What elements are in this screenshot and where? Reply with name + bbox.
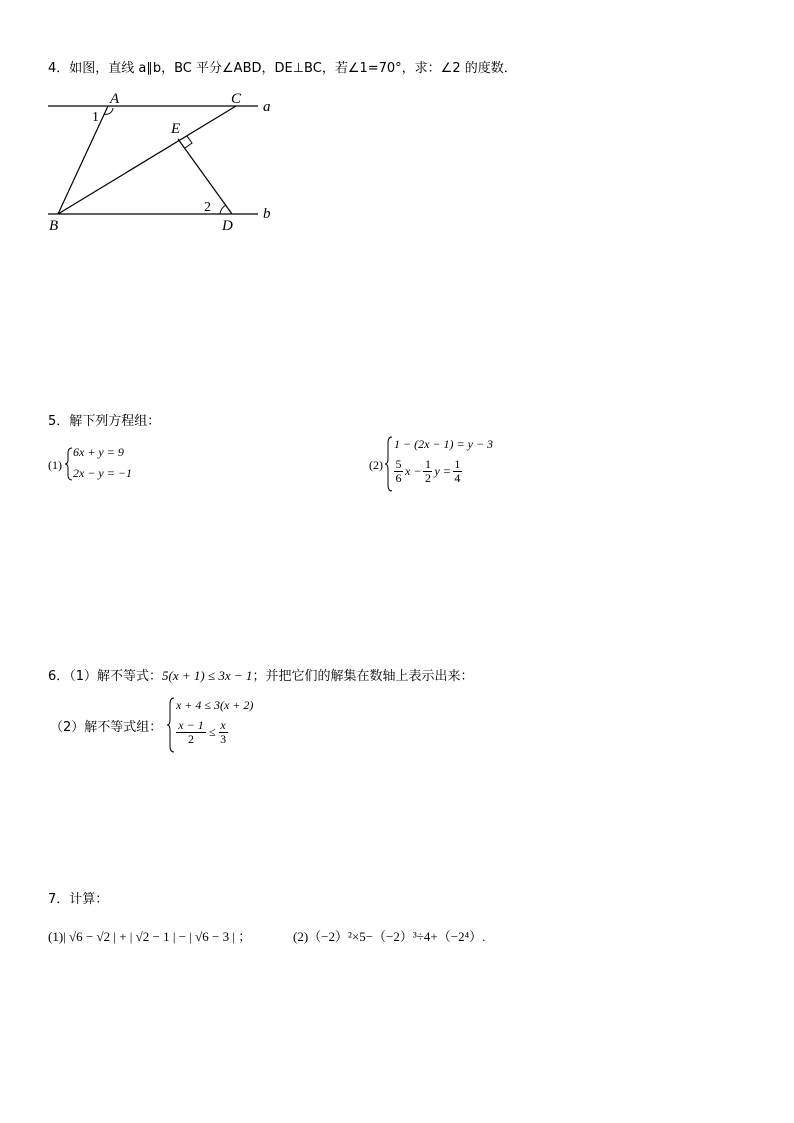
segment-ab <box>58 106 108 214</box>
right-angle-mark <box>185 136 192 148</box>
label-1: 1 <box>92 110 99 125</box>
label-2: 2 <box>204 200 211 215</box>
question-5-title: 5．解下列方程组： <box>48 414 161 429</box>
q5-frac1-den: 6 <box>395 471 402 485</box>
question-4-text: 4．如图，直线 a∥b，BC 平分∠ABD，DE⊥BC，若∠1=70°，求：∠2 的度数． <box>48 61 517 76</box>
label-b: b <box>263 206 271 222</box>
q5-mid2: y = <box>434 464 451 478</box>
q5-frac2-num: 1 <box>424 457 431 471</box>
q6-sys-eq1: x + 4 ≤ 3(x + 2) <box>176 698 254 712</box>
q5-part2-tag: (2) <box>369 458 383 472</box>
label-a: a <box>263 99 271 115</box>
q5-part2-eq1: 1 − (2x − 1) = y − 3 <box>394 437 494 451</box>
q6-frac1-num: x − 1 <box>178 718 204 732</box>
label-C: C <box>231 91 242 107</box>
q6-frac2-num: x <box>220 718 226 732</box>
q6-part2-label: （2）解不等式组： <box>50 720 163 735</box>
q7-part2: (2)（−2）²×5−（−2）³÷4+（−2⁴）. <box>293 929 486 944</box>
q6-sys-eq2 <box>176 719 228 746</box>
q6-line1-math: 5(x + 1) ≤ 3x − 1 <box>162 668 253 683</box>
q6-frac2-den: 3 <box>220 732 227 746</box>
q5-frac2-den: 2 <box>424 471 431 485</box>
q5-part1-brace <box>65 447 73 481</box>
q6-line1-suffix: ；并把它们的解集在数轴上表示出来： <box>252 669 474 684</box>
q5-part1-eq2: 2x − y = −1 <box>73 466 132 480</box>
q5-part1-eq1: 6x + y = 9 <box>73 445 124 459</box>
question-7-title: 7．计算： <box>48 892 109 907</box>
q6-system-brace <box>167 697 175 753</box>
q5-part2-eq2 <box>394 458 462 485</box>
q5-mid1: x − <box>405 464 422 478</box>
q6-line1-prefix: 6．（1）解不等式： <box>48 669 163 684</box>
q5-frac1-num: 5 <box>395 457 402 471</box>
label-D: D <box>222 218 233 234</box>
segment-bc <box>58 106 236 214</box>
label-E: E <box>171 121 181 137</box>
q5-part1-tag: (1) <box>48 458 62 472</box>
q5-part2-brace <box>385 436 393 492</box>
label-B: B <box>49 218 59 234</box>
angle-2-arc <box>220 205 226 214</box>
q5-frac3-den: 4 <box>454 471 461 485</box>
question-6-line1 <box>48 665 473 684</box>
q7-part1: (1)| √6 − √2 | + | √2 − 1 | − | √6 − 3 | ； <box>48 929 252 944</box>
q5-frac3-num: 1 <box>454 457 461 471</box>
label-A: A <box>110 91 120 107</box>
q6-frac1-den: 2 <box>188 732 194 746</box>
q6-rel: ≤ <box>209 725 216 739</box>
